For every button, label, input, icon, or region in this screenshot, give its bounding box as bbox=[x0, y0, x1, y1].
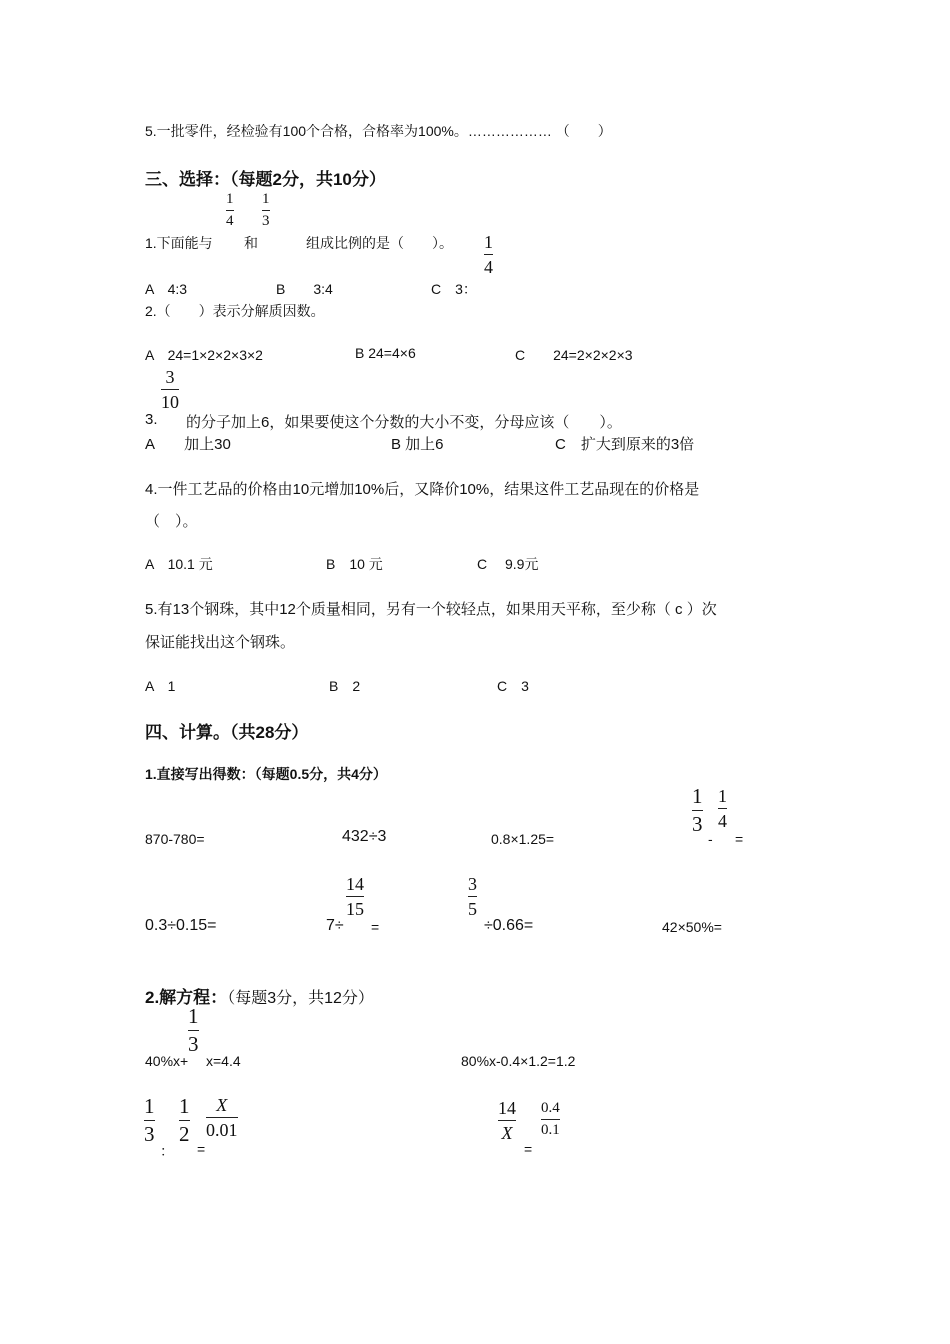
q2-option-c: C 24=2×2×2×3 bbox=[515, 347, 633, 363]
eq3-fraction-a: 1 3 bbox=[144, 1094, 155, 1146]
eq1-prefix: 40%x+ bbox=[145, 1053, 189, 1069]
q4-option-b: B 10 元 bbox=[326, 556, 383, 572]
q4-option-c: C 9.9元 bbox=[477, 556, 539, 572]
calc-minus-sign: - bbox=[708, 831, 713, 847]
q1-fraction-c: 1 4 bbox=[484, 232, 493, 277]
q4-text-line1: 4.一件工艺品的价格由10元增加10%后，又降价10%，结果这件工艺品现在的价格是 bbox=[145, 481, 700, 498]
q1-text-and: 和 bbox=[244, 235, 258, 251]
q1-text-post: 组成比例的是（ ）。 bbox=[306, 235, 453, 251]
calc-frac-14-15: 14 15 bbox=[346, 874, 364, 919]
q1-text-pre: 1.下面能与 bbox=[145, 235, 213, 251]
q3-option-c: C 扩大到原来的3倍 bbox=[555, 436, 695, 453]
q3-option-b: B 加上6 bbox=[391, 436, 444, 453]
eq3-equals: = bbox=[197, 1141, 206, 1157]
eq4-fraction-a: 14 X bbox=[498, 1098, 516, 1143]
equation-subtitle-bold: 2.解方程： bbox=[145, 988, 228, 1007]
calc-7-div-prefix: 7÷ bbox=[326, 917, 344, 934]
eq2-text: 80%x-0.4×1.2=1.2 bbox=[461, 1053, 576, 1069]
q3-text: 的分子加上6，如果要使这个分数的大小不变，分母应该（ ）。 bbox=[186, 414, 622, 431]
calc-equals-sign: = bbox=[735, 831, 744, 847]
calc-frac-one-third: 1 3 bbox=[692, 784, 703, 836]
calc-frac-3-5: 3 5 bbox=[468, 874, 477, 919]
q1-option-c: C 3： bbox=[431, 281, 477, 297]
eq1-fraction: 1 3 bbox=[188, 1004, 199, 1056]
q3-option-a: A 加上30 bbox=[145, 436, 231, 453]
eq1-suffix: x=4.4 bbox=[206, 1053, 241, 1069]
calc-subtitle-1: 1.直接写出得数：（每题0.5分，共4分） bbox=[145, 766, 387, 782]
q4-text-line2: （ ）。 bbox=[145, 513, 198, 530]
q5-option-c: C 3 bbox=[497, 678, 529, 694]
calc-7-div-equals: = bbox=[371, 919, 380, 935]
q1-fraction-b: 1 3 bbox=[262, 191, 270, 229]
eq3-fraction-b: 1 2 bbox=[179, 1094, 190, 1146]
calc-div-0.66: ÷0.66= bbox=[484, 917, 534, 934]
q1-option-b: B 3:4 bbox=[276, 281, 333, 297]
eq3-fraction-c: X 0.01 bbox=[206, 1095, 238, 1140]
q5-option-a: A 1 bbox=[145, 678, 176, 694]
q2-option-a: A 24=1×2×2×3×2 bbox=[145, 347, 263, 363]
calc-870-780: 870-780= bbox=[145, 831, 205, 847]
q4-option-a: A 10.1 元 bbox=[145, 556, 213, 572]
q1-option-a: A 4:3 bbox=[145, 281, 188, 297]
q5-text-line1: 5.有13个钢珠，其中12个质量相同，另有一个较轻点，如果用天平称，至少称（ c ）次 bbox=[145, 601, 717, 618]
equation-subtitle-rest: （每题3分，共12分） bbox=[227, 990, 374, 1007]
q5-option-b: B 2 bbox=[329, 678, 361, 694]
calc-0.3-div-0.15: 0.3÷0.15= bbox=[145, 917, 217, 934]
calc-432-div-3: 432÷3 bbox=[342, 828, 387, 845]
q5-text-line2: 保证能找出这个钢珠。 bbox=[145, 634, 296, 651]
q3-number: 3. bbox=[145, 411, 158, 428]
calc-frac-one-quarter: 1 4 bbox=[718, 786, 727, 831]
q3-fraction: 3 10 bbox=[161, 367, 179, 412]
q2-option-b: B 24=4×6 bbox=[355, 345, 416, 361]
eq4-fraction-b: 0.4 0.1 bbox=[541, 1100, 560, 1138]
section4-title: 四、计算。（共28分） bbox=[145, 723, 309, 742]
section3-title: 三、选择：（每题2分，共10分） bbox=[145, 170, 386, 189]
calc-0.8x1.25: 0.8×1.25= bbox=[491, 831, 555, 847]
q2-text: 2.（ ）表示分解质因数。 bbox=[145, 303, 325, 319]
eq4-equals: = bbox=[524, 1141, 533, 1157]
q1-fraction-a: 1 4 bbox=[226, 191, 234, 229]
equation-subtitle bbox=[145, 983, 374, 1008]
calc-42x50pct: 42×50%= bbox=[662, 919, 722, 935]
eq3-colon: ： bbox=[160, 1143, 174, 1159]
judge-q5-text: 5.一批零件，经检验有100个合格，合格率为100%。……………… （ ） bbox=[145, 123, 612, 139]
